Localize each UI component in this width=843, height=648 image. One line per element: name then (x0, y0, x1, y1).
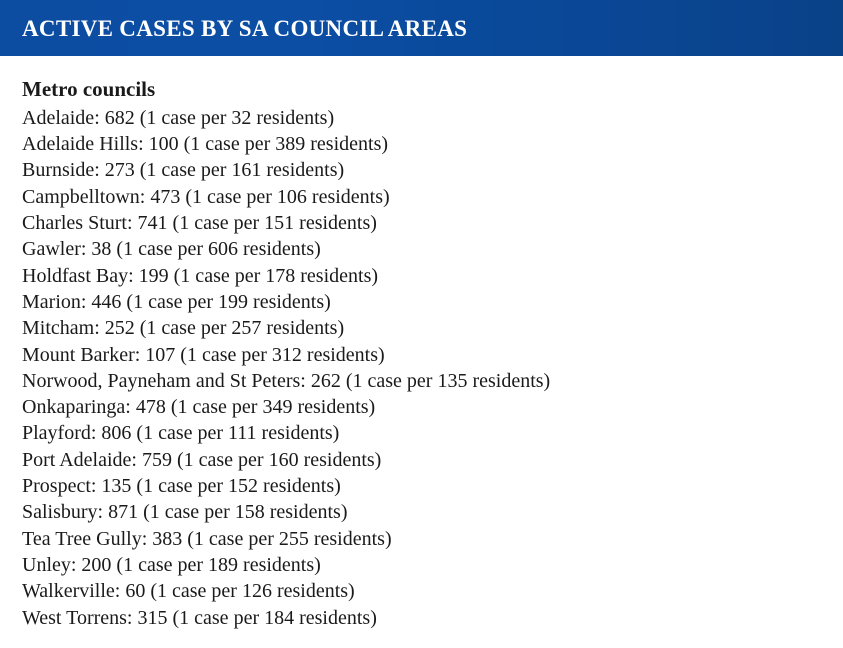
card-header (0, 0, 843, 56)
list-item: Playford: 806 (1 case per 111 residents) (22, 422, 340, 445)
list-item: Port Adelaide: 759 (1 case per 160 residents) (22, 448, 382, 471)
list-item: Campbelltown: 473 (1 case per 106 residents) (22, 185, 390, 208)
list-item: West Torrens: 315 (1 case per 184 residents) (22, 606, 377, 629)
list-item: Marion: 446 (1 case per 199 residents) (22, 290, 331, 313)
list-item: Walkerville: 60 (1 case per 126 residents) (22, 580, 355, 603)
page-title: ACTIVE CASES BY SA COUNCIL AREAS (22, 15, 468, 41)
list-item: Charles Sturt: 741 (1 case per 151 residents) (22, 212, 377, 235)
list-item: Tea Tree Gully: 383 (1 case per 255 residents) (22, 527, 392, 550)
list-item: Salisbury: 871 (1 case per 158 residents) (22, 501, 348, 524)
council-list (22, 105, 821, 631)
list-item: Burnside: 273 (1 case per 161 residents) (22, 159, 345, 182)
list-item: Holdfast Bay: 199 (1 case per 178 residents) (22, 264, 379, 287)
list-item: Prospect: 135 (1 case per 152 residents) (22, 475, 341, 498)
list-item: Mitcham: 252 (1 case per 257 residents) (22, 317, 345, 340)
list-item: Adelaide: 682 (1 case per 32 residents) (22, 106, 335, 129)
list-item: Mount Barker: 107 (1 case per 312 residents) (22, 343, 385, 366)
list-item: Onkaparinga: 478 (1 case per 349 residents) (22, 396, 376, 419)
list-item: Norwood, Payneham and St Peters: 262 (1 case per 135 residents) (22, 369, 551, 392)
list-item: Adelaide Hills: 100 (1 case per 389 residents) (22, 133, 389, 156)
card-body (0, 56, 843, 648)
section-title: Metro councils (22, 77, 156, 101)
list-item: Unley: 200 (1 case per 189 residents) (22, 553, 321, 576)
list-item: Gawler: 38 (1 case per 606 residents) (22, 238, 321, 261)
